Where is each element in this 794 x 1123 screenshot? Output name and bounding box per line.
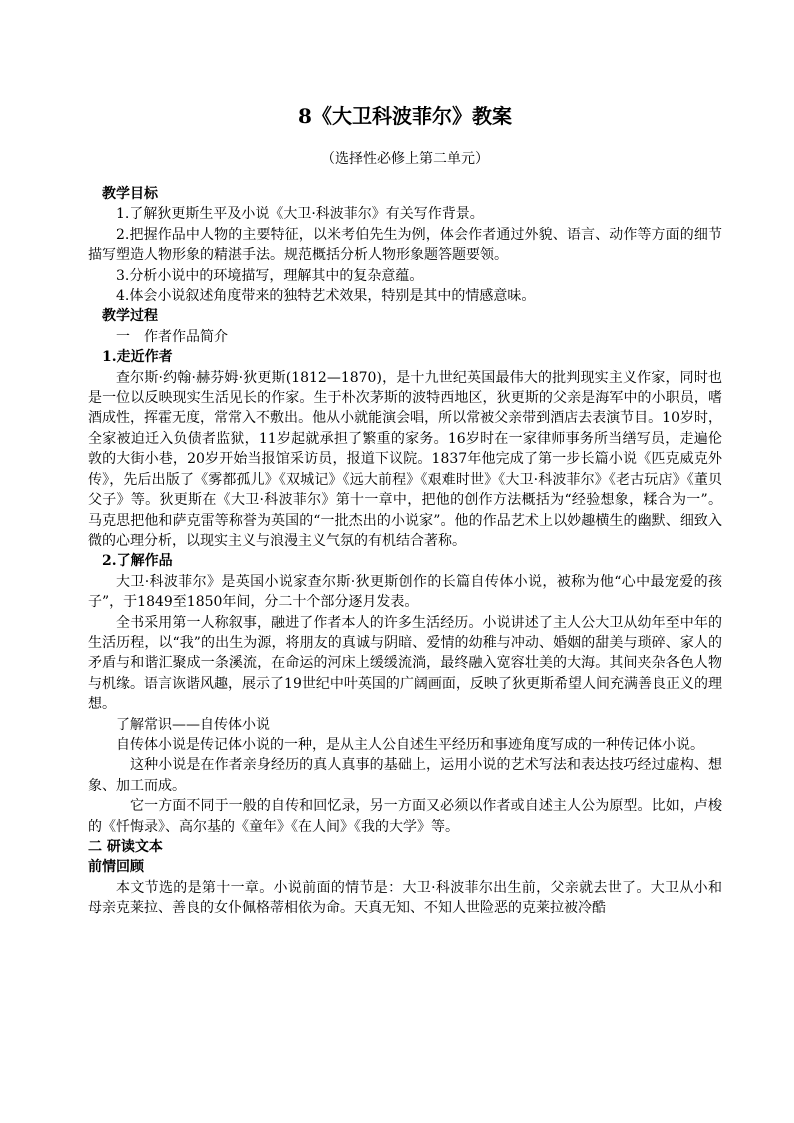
teaching-goals-heading: 教学目标 bbox=[102, 186, 158, 202]
paragraph: 查尔斯·约翰·赫芬姆·狄更斯(1812—1870)，是十九世纪英国最伟大的批判现实主义作家，同时也是一位以反映现实生活见长的作家。生于朴次茅斯的波特西地区，狄更斯的父亲是海军中的小职员，嗜酒成性，挥霍无度，常常入不敷出。他从小就能演会唱，所以常被父亲带到酒店去表演节目。10岁时，全家被迫迁入负债者监狱，11岁起就承担了繁重的家务。16岁时在一家律师事务所当缮写员，走遍伦敦的大街小巷，20岁开始当报馆采访员，报道下议院。1837年他完成了第一步长篇小说《匹克威克外传》，先后出版了《雾都孤儿》《双城记》《远大前程》《艰难时世》《大卫·科波菲尔》《老古玩店》《董贝父子》等。狄更斯在《大卫·科波菲尔》第十一章中，把他的创作方法概括为“经验想象，糅合为一”。马克思把他和萨克雷等称誉为英国的“一批杰出的小说家”。他的作品艺术上以妙趣横生的幽默、细致入微的心理分析，以现实主义与浪漫主义气氛的有机结合著称。 bbox=[88, 369, 722, 549]
paragraph: 本文节选的是第十一章。小说前面的情节是：大卫·科波菲尔出生前，父亲就去世了。大卫从小和母亲克莱拉、善良的女仆佩格蒂相依为命。天真无知、不知人世险恶的克莱拉被冷酷 bbox=[88, 879, 722, 917]
paragraph: 它一方面不同于一般的自传和回忆录，另一方面又必须以作者或自述主人公为原型。比如，卢梭的《忏悔录》、高尔基的《童年》《在人间》《我的大学》等。 bbox=[88, 798, 722, 835]
paragraph: 自传体小说是传记体小说的一种，是从主人公自述生平经历和事迹角度写成的一种传记体小说。 bbox=[116, 736, 704, 753]
process-heading: 教学过程 bbox=[102, 308, 158, 325]
paragraph: 全书采用第一人称叙事，融进了作者本人的许多生活经历。小说讲述了主人公大卫从幼年至中年的生活历程，以“我”的出生为源，将朋友的真诚与阴暗、爱情的幼稚与冲动、婚姻的甜美与琐碎、家人的矛盾与和谐汇聚成一条溪流，在命运的河床上缓缓流淌，最终融入宽容壮美的大海。其间夹杂各色人物与机缘。语言诙谐风趣，展示了19世纪中叶英国的广阔画面，反映了狄更斯希望人间充满善良正义的理想。 bbox=[88, 614, 722, 713]
subsection-heading: 1.走近作者 bbox=[102, 349, 173, 366]
goal-item: 2.把握作品中人物的主要特征，以米考伯先生为例，体会作者通过外貌、语言、动作等方面的细节描写塑造人物形象的精湛手法。规范概括分析人物形象题答题要领。 bbox=[88, 226, 722, 264]
goal-item: 3.分析小说中的环境描写，理解其中的复杂意蕴。 bbox=[116, 267, 424, 284]
paragraph: 大卫·科波菲尔》是英国小说家查尔斯·狄更斯创作的长篇自传体小说，被称为他“心中最宠爱的孩子”，于1849至1850年间，分二十个部分逐月发表。 bbox=[88, 573, 722, 611]
section-heading: 一 作者作品简介 bbox=[116, 328, 228, 345]
document-body bbox=[88, 100, 722, 919]
knowledge-heading: 了解常识——自传体小说 bbox=[116, 716, 270, 733]
goal-item: 4.体会小说叙述角度带来的独特艺术效果，特别是其中的情感意味。 bbox=[116, 288, 536, 305]
paragraph: 这种小说是在作者亲身经历的真人真事的基础上，运用小说的艺术写法和表达技巧经过虚构、想象、加工而成。 bbox=[88, 757, 722, 794]
review-heading: 前情回顾 bbox=[88, 859, 144, 876]
document-subtitle: （选择性必修上第二单元） bbox=[321, 151, 489, 167]
document-title: 8《大卫科波菲尔》教案 bbox=[298, 104, 512, 128]
subsection-heading: 2.了解作品 bbox=[102, 553, 173, 570]
goal-item: 1.了解狄更斯生平及小说《大卫·科波菲尔》有关写作背景。 bbox=[116, 206, 484, 223]
section-heading: 二 研读文本 bbox=[88, 839, 163, 855]
